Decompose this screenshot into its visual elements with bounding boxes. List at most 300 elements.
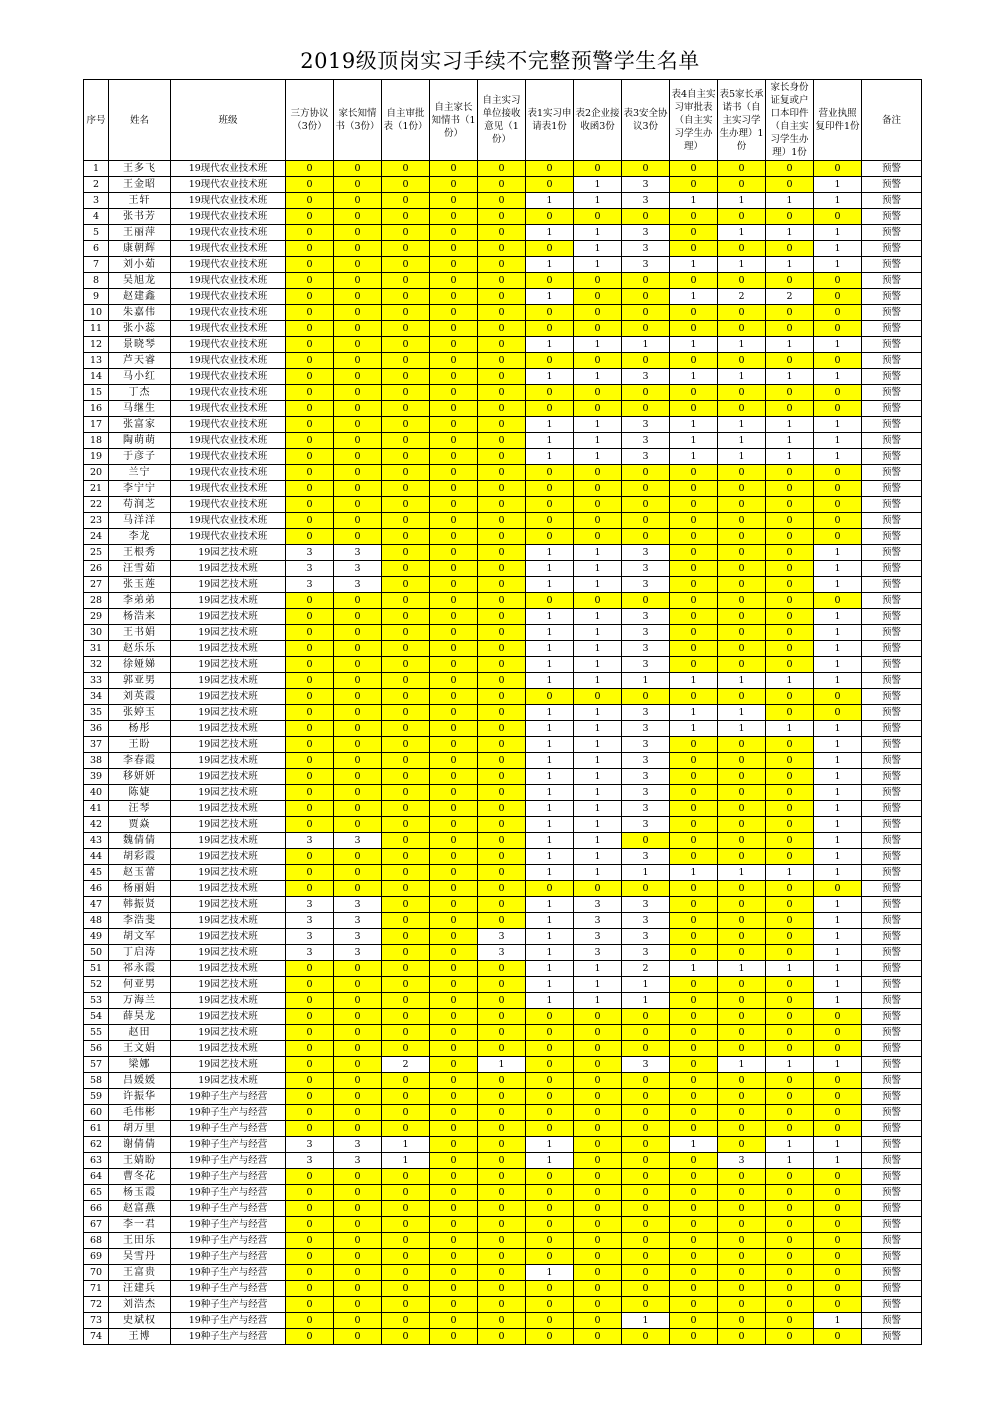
table-row (84, 577, 922, 593)
document-count-cell: 0 (766, 1185, 814, 1201)
student-name-cell: 张玉莲 (109, 577, 171, 593)
table-row (84, 1329, 922, 1345)
remark-cell: 预警 (862, 177, 922, 193)
table-row (84, 193, 922, 209)
class-cell: 19园艺技术班 (171, 929, 286, 945)
document-count-cell: 0 (718, 977, 766, 993)
document-count-cell: 1 (718, 433, 766, 449)
student-name-cell: 赵建鑫 (109, 289, 171, 305)
document-count-cell: 0 (670, 1041, 718, 1057)
student-name-cell: 梁娜 (109, 1057, 171, 1073)
document-count-cell: 0 (622, 1233, 670, 1249)
document-count-cell: 0 (622, 289, 670, 305)
row-number-cell: 58 (84, 1073, 109, 1089)
document-count-cell: 1 (814, 369, 862, 385)
document-count-cell: 0 (382, 1201, 430, 1217)
class-cell: 19现代农业技术班 (171, 529, 286, 545)
document-count-cell: 0 (430, 1265, 478, 1281)
document-count-cell: 0 (430, 465, 478, 481)
document-count-cell: 0 (334, 673, 382, 689)
document-count-cell: 0 (718, 625, 766, 641)
document-count-cell: 0 (334, 177, 382, 193)
document-count-cell: 0 (334, 641, 382, 657)
document-count-cell: 0 (574, 1313, 622, 1329)
document-count-cell: 0 (382, 177, 430, 193)
document-count-cell: 0 (430, 225, 478, 241)
document-count-cell: 0 (622, 273, 670, 289)
document-count-cell: 0 (478, 1201, 526, 1217)
document-count-cell: 0 (430, 721, 478, 737)
document-count-cell: 0 (382, 929, 430, 945)
document-count-cell: 0 (382, 1185, 430, 1201)
document-count-cell: 0 (430, 817, 478, 833)
document-count-cell: 1 (526, 657, 574, 673)
document-count-cell: 0 (670, 929, 718, 945)
document-count-cell: 0 (526, 1041, 574, 1057)
document-count-cell: 0 (478, 1025, 526, 1041)
document-count-cell: 0 (382, 1169, 430, 1185)
document-count-cell: 0 (382, 193, 430, 209)
class-cell: 19园艺技术班 (171, 1057, 286, 1073)
document-count-cell: 3 (574, 913, 622, 929)
document-count-cell: 0 (334, 1233, 382, 1249)
document-count-cell: 0 (478, 465, 526, 481)
document-count-cell: 0 (286, 1233, 334, 1249)
document-count-cell: 0 (526, 1057, 574, 1073)
document-count-cell: 1 (526, 193, 574, 209)
document-count-cell: 0 (814, 1089, 862, 1105)
document-count-cell: 0 (766, 465, 814, 481)
table-row (84, 225, 922, 241)
document-count-cell: 0 (622, 209, 670, 225)
student-name-cell: 李一君 (109, 1217, 171, 1233)
document-count-cell: 0 (478, 273, 526, 289)
row-number-cell: 26 (84, 561, 109, 577)
document-count-cell: 3 (622, 705, 670, 721)
document-count-cell: 0 (334, 449, 382, 465)
document-count-cell: 0 (526, 321, 574, 337)
document-count-cell: 0 (766, 545, 814, 561)
document-count-cell: 0 (430, 273, 478, 289)
document-count-cell: 0 (574, 1265, 622, 1281)
table-row (84, 673, 922, 689)
document-count-cell: 0 (382, 913, 430, 929)
document-count-cell: 0 (670, 385, 718, 401)
class-cell: 19园艺技术班 (171, 881, 286, 897)
document-count-cell: 0 (766, 769, 814, 785)
document-count-cell: 0 (382, 1041, 430, 1057)
document-count-cell: 0 (766, 561, 814, 577)
document-count-cell: 3 (334, 561, 382, 577)
student-name-cell: 薛昊龙 (109, 1009, 171, 1025)
document-count-cell: 0 (766, 625, 814, 641)
document-count-cell: 0 (766, 1281, 814, 1297)
class-cell: 19现代农业技术班 (171, 241, 286, 257)
document-count-cell: 0 (526, 513, 574, 529)
class-cell: 19种子生产与经营 (171, 1313, 286, 1329)
row-number-cell: 24 (84, 529, 109, 545)
document-count-cell: 1 (670, 673, 718, 689)
student-name-cell: 王盼 (109, 737, 171, 753)
document-count-cell: 1 (814, 753, 862, 769)
document-count-cell: 1 (814, 721, 862, 737)
row-number-cell: 73 (84, 1313, 109, 1329)
document-count-cell: 0 (430, 385, 478, 401)
document-count-cell: 1 (574, 657, 622, 673)
row-number-cell: 2 (84, 177, 109, 193)
document-count-cell: 0 (382, 209, 430, 225)
document-count-cell: 0 (382, 1009, 430, 1025)
document-count-cell: 0 (334, 1121, 382, 1137)
document-count-cell: 1 (670, 721, 718, 737)
document-count-cell: 0 (574, 1041, 622, 1057)
document-count-cell: 0 (814, 1329, 862, 1345)
remark-cell: 预警 (862, 481, 922, 497)
document-count-cell: 0 (622, 1009, 670, 1025)
document-count-cell: 0 (814, 513, 862, 529)
class-cell: 19园艺技术班 (171, 785, 286, 801)
document-count-cell: 0 (382, 945, 430, 961)
row-number-cell: 64 (84, 1169, 109, 1185)
remark-cell: 预警 (862, 833, 922, 849)
document-count-cell: 0 (430, 1025, 478, 1041)
column-header: 班级 (171, 80, 286, 161)
document-count-cell: 0 (286, 337, 334, 353)
document-count-cell: 1 (814, 817, 862, 833)
document-count-cell: 0 (622, 465, 670, 481)
document-count-cell: 0 (334, 721, 382, 737)
document-count-cell: 0 (766, 609, 814, 625)
document-count-cell: 0 (670, 753, 718, 769)
document-count-cell: 0 (718, 353, 766, 369)
document-count-cell: 0 (334, 849, 382, 865)
document-count-cell: 0 (478, 721, 526, 737)
document-count-cell: 0 (574, 529, 622, 545)
table-row (84, 177, 922, 193)
document-count-cell: 0 (430, 369, 478, 385)
document-count-cell: 1 (574, 769, 622, 785)
remark-cell: 预警 (862, 673, 922, 689)
document-count-cell: 0 (670, 913, 718, 929)
document-count-cell: 0 (718, 305, 766, 321)
class-cell: 19园艺技术班 (171, 721, 286, 737)
document-count-cell: 1 (766, 417, 814, 433)
document-count-cell: 1 (526, 1153, 574, 1169)
document-count-cell: 0 (526, 1089, 574, 1105)
document-count-cell: 0 (382, 449, 430, 465)
document-count-cell: 1 (574, 737, 622, 753)
document-count-cell: 0 (382, 481, 430, 497)
remark-cell: 预警 (862, 401, 922, 417)
document-count-cell: 0 (430, 513, 478, 529)
document-count-cell: 0 (478, 1217, 526, 1233)
remark-cell: 预警 (862, 1201, 922, 1217)
row-number-cell: 55 (84, 1025, 109, 1041)
column-header: 姓名 (109, 80, 171, 161)
document-count-cell: 0 (766, 241, 814, 257)
document-count-cell: 1 (766, 257, 814, 273)
remark-cell: 预警 (862, 897, 922, 913)
remark-cell: 预警 (862, 1233, 922, 1249)
document-count-cell: 0 (382, 417, 430, 433)
student-name-cell: 马小红 (109, 369, 171, 385)
document-count-cell: 1 (718, 961, 766, 977)
table-row (84, 865, 922, 881)
document-count-cell: 0 (670, 1233, 718, 1249)
document-count-cell: 0 (766, 1073, 814, 1089)
remark-cell: 预警 (862, 241, 922, 257)
document-count-cell: 0 (430, 1073, 478, 1089)
document-count-cell: 0 (286, 1217, 334, 1233)
table-row (84, 1233, 922, 1249)
document-count-cell: 0 (478, 497, 526, 513)
table-row (84, 161, 922, 177)
document-count-cell: 0 (286, 769, 334, 785)
document-count-cell: 0 (670, 177, 718, 193)
document-count-cell: 0 (286, 273, 334, 289)
document-count-cell: 0 (382, 1329, 430, 1345)
document-count-cell: 0 (718, 1121, 766, 1137)
document-count-cell: 0 (526, 305, 574, 321)
row-number-cell: 12 (84, 337, 109, 353)
document-count-cell: 0 (574, 881, 622, 897)
document-count-cell: 0 (286, 1057, 334, 1073)
document-count-cell: 0 (382, 273, 430, 289)
row-number-cell: 48 (84, 913, 109, 929)
document-count-cell: 0 (286, 433, 334, 449)
document-count-cell: 0 (430, 625, 478, 641)
remark-cell: 预警 (862, 1329, 922, 1345)
student-name-cell: 杨丽娟 (109, 881, 171, 897)
document-count-cell: 3 (286, 1137, 334, 1153)
document-count-cell: 0 (286, 785, 334, 801)
document-count-cell: 0 (478, 1153, 526, 1169)
document-count-cell: 0 (814, 401, 862, 417)
document-count-cell: 0 (478, 177, 526, 193)
document-count-cell: 1 (574, 433, 622, 449)
table-row (84, 1089, 922, 1105)
document-count-cell: 0 (382, 897, 430, 913)
document-count-cell: 0 (526, 1201, 574, 1217)
document-count-cell: 1 (814, 1313, 862, 1329)
document-count-cell: 1 (814, 177, 862, 193)
document-count-cell: 0 (814, 1217, 862, 1233)
document-count-cell: 0 (526, 177, 574, 193)
student-name-cell: 郭亚男 (109, 673, 171, 689)
remark-cell: 预警 (862, 737, 922, 753)
document-count-cell: 1 (814, 1057, 862, 1073)
document-count-cell: 3 (334, 833, 382, 849)
document-count-cell: 0 (670, 1121, 718, 1137)
document-count-cell: 0 (670, 241, 718, 257)
document-count-cell: 0 (670, 641, 718, 657)
document-count-cell: 0 (334, 1297, 382, 1313)
document-count-cell: 1 (574, 561, 622, 577)
document-title: 2019级顶岗实习手续不完整预警学生名单 (300, 49, 700, 73)
document-count-cell: 0 (382, 721, 430, 737)
document-count-cell: 1 (574, 337, 622, 353)
document-count-cell: 1 (574, 993, 622, 1009)
document-count-cell: 0 (382, 577, 430, 593)
document-count-cell: 0 (334, 865, 382, 881)
document-count-cell: 0 (814, 209, 862, 225)
document-count-cell: 3 (622, 737, 670, 753)
document-count-cell: 0 (286, 529, 334, 545)
document-count-cell: 0 (382, 753, 430, 769)
document-count-cell: 0 (430, 289, 478, 305)
document-count-cell: 0 (430, 1233, 478, 1249)
document-count-cell: 0 (574, 1137, 622, 1153)
document-count-cell: 0 (622, 1137, 670, 1153)
document-count-cell: 1 (766, 673, 814, 689)
row-number-cell: 18 (84, 433, 109, 449)
document-count-cell: 0 (430, 161, 478, 177)
document-count-cell: 0 (382, 1089, 430, 1105)
class-cell: 19现代农业技术班 (171, 225, 286, 241)
class-cell: 19园艺技术班 (171, 545, 286, 561)
document-count-cell: 0 (430, 785, 478, 801)
document-count-cell: 0 (478, 1249, 526, 1265)
student-name-cell: 于彦子 (109, 449, 171, 465)
student-name-cell: 赵富燕 (109, 1201, 171, 1217)
document-count-cell: 0 (334, 321, 382, 337)
document-count-cell: 0 (526, 529, 574, 545)
row-number-cell: 16 (84, 401, 109, 417)
student-name-cell: 赵田 (109, 1025, 171, 1041)
document-count-cell: 0 (574, 1201, 622, 1217)
document-count-cell: 0 (670, 817, 718, 833)
document-count-cell: 3 (622, 721, 670, 737)
document-count-cell: 0 (574, 1297, 622, 1313)
document-count-cell: 0 (718, 929, 766, 945)
document-count-cell: 1 (814, 865, 862, 881)
document-count-cell: 0 (286, 209, 334, 225)
document-count-cell: 0 (670, 161, 718, 177)
document-count-cell: 0 (478, 401, 526, 417)
document-count-cell: 0 (430, 657, 478, 673)
column-header: 表4自主实习审批表（自主实习学生办理） (670, 80, 718, 161)
document-count-cell: 0 (814, 1185, 862, 1201)
document-count-cell: 0 (622, 1217, 670, 1233)
document-count-cell: 0 (382, 769, 430, 785)
document-count-cell: 0 (430, 1153, 478, 1169)
document-count-cell: 0 (718, 641, 766, 657)
student-name-cell: 杨彤 (109, 721, 171, 737)
document-count-cell: 3 (622, 561, 670, 577)
table-row (84, 1265, 922, 1281)
document-count-cell: 0 (478, 849, 526, 865)
document-count-cell: 1 (574, 753, 622, 769)
table-row (84, 465, 922, 481)
remark-cell: 预警 (862, 657, 922, 673)
document-count-cell: 0 (526, 1329, 574, 1345)
row-number-cell: 68 (84, 1233, 109, 1249)
document-count-cell: 1 (814, 577, 862, 593)
document-count-cell: 1 (814, 737, 862, 753)
document-count-cell: 0 (718, 1025, 766, 1041)
document-count-cell: 0 (334, 737, 382, 753)
document-count-cell: 0 (766, 305, 814, 321)
document-count-cell: 1 (526, 417, 574, 433)
document-count-cell: 0 (718, 545, 766, 561)
document-count-cell: 0 (814, 529, 862, 545)
document-count-cell: 3 (286, 561, 334, 577)
document-count-cell: 0 (718, 849, 766, 865)
document-count-cell: 1 (622, 865, 670, 881)
remark-cell: 预警 (862, 337, 922, 353)
table-row (84, 1025, 922, 1041)
document-count-cell: 0 (574, 465, 622, 481)
document-count-cell: 0 (286, 641, 334, 657)
document-count-cell: 1 (478, 1057, 526, 1073)
document-count-cell: 0 (286, 1105, 334, 1121)
document-count-cell: 0 (286, 657, 334, 673)
class-cell: 19种子生产与经营 (171, 1137, 286, 1153)
document-count-cell: 0 (430, 929, 478, 945)
document-count-cell: 0 (382, 1313, 430, 1329)
document-count-cell: 0 (478, 1265, 526, 1281)
remark-cell: 预警 (862, 417, 922, 433)
document-count-cell: 0 (430, 1297, 478, 1313)
document-count-cell: 0 (526, 1073, 574, 1089)
remark-cell: 预警 (862, 1169, 922, 1185)
document-count-cell: 0 (286, 449, 334, 465)
document-count-cell: 1 (814, 225, 862, 241)
document-count-cell: 0 (622, 1169, 670, 1185)
class-cell: 19种子生产与经营 (171, 1281, 286, 1297)
document-count-cell: 0 (526, 881, 574, 897)
class-cell: 19园艺技术班 (171, 657, 286, 673)
document-count-cell: 0 (382, 337, 430, 353)
document-count-cell: 3 (622, 609, 670, 625)
document-count-cell: 1 (526, 801, 574, 817)
document-count-cell: 0 (334, 1073, 382, 1089)
document-count-cell: 1 (574, 545, 622, 561)
document-count-cell: 0 (334, 881, 382, 897)
class-cell: 19现代农业技术班 (171, 513, 286, 529)
document-count-cell: 0 (766, 849, 814, 865)
remark-cell: 预警 (862, 1217, 922, 1233)
document-count-cell: 0 (670, 1313, 718, 1329)
document-count-cell: 0 (334, 961, 382, 977)
table-row (84, 545, 922, 561)
row-number-cell: 65 (84, 1185, 109, 1201)
document-count-cell: 0 (766, 593, 814, 609)
table-row (84, 401, 922, 417)
document-count-cell: 0 (766, 1297, 814, 1313)
table-row (84, 1249, 922, 1265)
document-count-cell: 0 (478, 561, 526, 577)
document-count-cell: 1 (574, 721, 622, 737)
document-count-cell: 0 (430, 1009, 478, 1025)
table-row (84, 1105, 922, 1121)
document-count-cell: 0 (286, 961, 334, 977)
document-count-cell: 0 (334, 689, 382, 705)
document-count-cell: 1 (574, 625, 622, 641)
document-count-cell: 1 (766, 721, 814, 737)
document-count-cell: 1 (814, 993, 862, 1009)
student-name-cell: 杨玉霞 (109, 1185, 171, 1201)
document-count-cell: 0 (766, 1009, 814, 1025)
remark-cell: 预警 (862, 785, 922, 801)
student-name-cell: 李浩斐 (109, 913, 171, 929)
document-count-cell: 0 (766, 1201, 814, 1217)
student-name-cell: 马洋洋 (109, 513, 171, 529)
document-count-cell: 0 (478, 1137, 526, 1153)
document-count-cell: 3 (286, 833, 334, 849)
document-count-cell: 0 (718, 769, 766, 785)
document-count-cell: 0 (382, 1073, 430, 1089)
